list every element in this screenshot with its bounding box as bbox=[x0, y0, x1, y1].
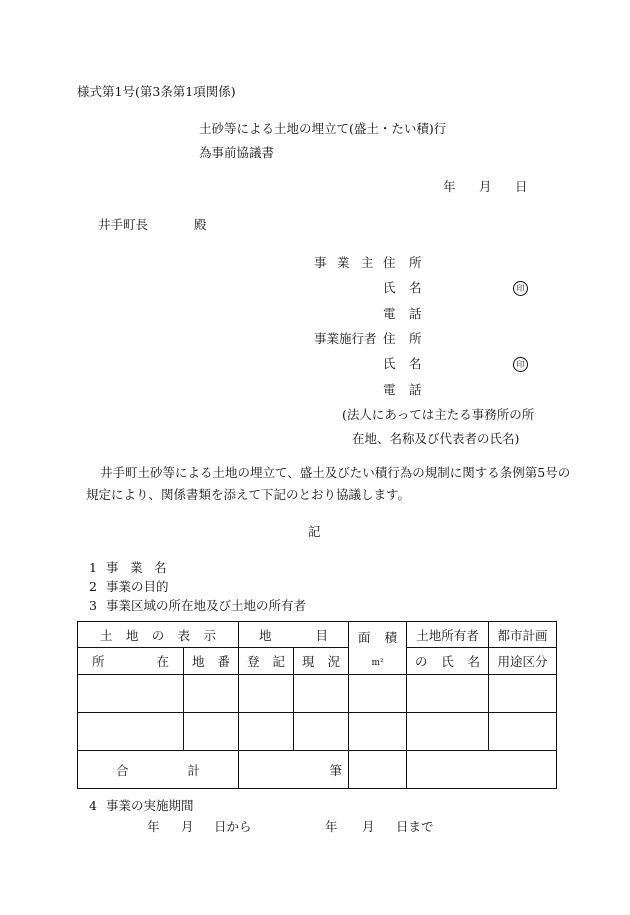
item-number: 4 bbox=[89, 798, 97, 813]
table-row bbox=[78, 675, 557, 713]
header-char: 地 bbox=[125, 627, 139, 643]
contractor-name-label: 名 bbox=[409, 356, 422, 371]
owner-address-label: 所 bbox=[409, 255, 422, 270]
item-label-char: 名 bbox=[154, 560, 167, 575]
header-char: 目 bbox=[315, 627, 329, 643]
title-line-2: 為事前協議書 bbox=[199, 145, 275, 160]
body-line-2: 規定により、関係書類を添えて下記のとおり協議します。 bbox=[86, 487, 411, 502]
owner-phone-label: 話 bbox=[409, 306, 422, 321]
table-cell[interactable] bbox=[239, 713, 294, 751]
corp-note-line-1: (法人にあっては主たる事務所の所 bbox=[342, 407, 535, 422]
table-cell[interactable] bbox=[184, 713, 239, 751]
contractor-label: 事業施行者 bbox=[314, 331, 377, 346]
table-header-row-2 bbox=[78, 648, 557, 675]
item-label-char: 事 bbox=[106, 560, 119, 575]
date-month: 月 bbox=[479, 179, 492, 194]
contractor-address-label: 所 bbox=[409, 331, 422, 346]
seal-icon: 印 bbox=[513, 357, 528, 372]
form-id: 様式第1号(第3条第1項関係) bbox=[77, 84, 236, 99]
period-year-from: 年 bbox=[147, 819, 160, 834]
contractor-phone-label: 電 bbox=[383, 382, 396, 397]
date-day: 日 bbox=[515, 179, 528, 194]
total-label bbox=[78, 751, 239, 789]
owner-label-char: 主 bbox=[361, 255, 374, 270]
table-header-row-1 bbox=[78, 622, 557, 648]
table-cell[interactable] bbox=[184, 675, 239, 713]
body-line-1: 井手町土砂等による土地の埋立て、盛土及びたい積行為の規制に関する条例第5号の bbox=[100, 465, 571, 480]
owner-label-char: 事 bbox=[314, 255, 327, 270]
date-year: 年 bbox=[443, 179, 456, 194]
table-cell[interactable] bbox=[407, 675, 489, 713]
total-char: 合 bbox=[116, 762, 129, 778]
total-lots-cell[interactable] bbox=[239, 751, 349, 789]
item-number: 1 bbox=[89, 560, 97, 575]
header-char: 示 bbox=[203, 627, 217, 643]
period-month-to: 月 bbox=[362, 819, 375, 834]
contractor-name-label: 氏 bbox=[383, 356, 396, 371]
hitsu-label: 筆 bbox=[329, 762, 343, 778]
total-char: 計 bbox=[187, 762, 201, 778]
item-number: 3 bbox=[89, 598, 97, 613]
total-area-cell[interactable] bbox=[349, 751, 407, 789]
table-cell[interactable] bbox=[489, 713, 557, 751]
item-label-char: 業 bbox=[130, 560, 143, 575]
owner-name-label: 名 bbox=[409, 280, 422, 295]
table-cell[interactable] bbox=[349, 675, 407, 713]
header-char: 土 bbox=[100, 627, 113, 643]
table-cell[interactable] bbox=[239, 675, 294, 713]
table-cell[interactable] bbox=[294, 675, 349, 713]
chimoku-header bbox=[239, 622, 349, 648]
city-plan-header-1: 都市計画 bbox=[489, 622, 557, 648]
table-cell[interactable] bbox=[489, 675, 557, 713]
item-number: 2 bbox=[89, 579, 97, 594]
owner-name-label: 氏 bbox=[383, 280, 396, 295]
header-char: の bbox=[415, 654, 428, 669]
owner-header-2 bbox=[407, 648, 489, 675]
total-row bbox=[78, 751, 557, 789]
header-char: 地 bbox=[192, 654, 205, 669]
header-char: 番 bbox=[217, 654, 231, 669]
registry-header bbox=[239, 648, 294, 675]
lot-header bbox=[184, 648, 239, 675]
header-char: 況 bbox=[327, 654, 341, 669]
header-char: 登 bbox=[247, 654, 260, 669]
header-char: 名 bbox=[467, 654, 480, 669]
header-char: 積 bbox=[384, 630, 398, 645]
period-to: 日まで bbox=[396, 819, 434, 834]
header-char: 氏 bbox=[441, 654, 454, 669]
honorific: 殿 bbox=[194, 217, 207, 232]
table-cell[interactable] bbox=[407, 713, 489, 751]
item-label: 事業の目的 bbox=[106, 579, 169, 594]
header-char: 記 bbox=[272, 654, 286, 669]
location-header bbox=[78, 648, 184, 675]
land-table bbox=[77, 621, 557, 789]
header-char: 所 bbox=[92, 654, 105, 669]
header-char: 地 bbox=[259, 627, 272, 643]
owner-label-char: 業 bbox=[337, 255, 350, 270]
item-label: 事業の実施期間 bbox=[106, 798, 194, 813]
period-month-from: 月 bbox=[181, 819, 194, 834]
title-line-1: 土砂等による土地の埋立て(盛土・たい積)行 bbox=[199, 121, 447, 136]
table-cell[interactable] bbox=[294, 713, 349, 751]
item-label: 事業区域の所在地及び土地の所有者 bbox=[106, 598, 307, 613]
city-plan-header-2: 用途区分 bbox=[489, 648, 557, 675]
total-blank-cell[interactable] bbox=[407, 751, 557, 789]
ki-heading: 記 bbox=[308, 524, 321, 539]
header-char: 在 bbox=[156, 654, 169, 669]
header-char: 表 bbox=[177, 627, 191, 643]
table-row bbox=[78, 713, 557, 751]
header-char: 面 bbox=[358, 630, 371, 645]
contractor-address-label: 住 bbox=[383, 331, 396, 346]
period-from: 日から bbox=[214, 819, 252, 834]
addressee: 井手町長 bbox=[98, 217, 149, 232]
owner-header-1: 土地所有者 bbox=[407, 622, 489, 648]
corp-note-line-2: 在地、名称及び代表者の氏名) bbox=[352, 431, 520, 446]
land-display-header bbox=[78, 622, 239, 648]
area-unit: m² bbox=[371, 658, 384, 668]
header-char: 現 bbox=[302, 654, 315, 669]
owner-address-label: 住 bbox=[383, 255, 396, 270]
area-header bbox=[349, 622, 407, 675]
table-cell[interactable] bbox=[78, 675, 184, 713]
table-cell[interactable] bbox=[78, 713, 184, 751]
seal-icon: 印 bbox=[513, 281, 528, 296]
owner-phone-label: 電 bbox=[383, 306, 396, 321]
period-year-to: 年 bbox=[325, 819, 338, 834]
header-char: の bbox=[151, 627, 165, 643]
table-cell[interactable] bbox=[349, 713, 407, 751]
contractor-phone-label: 話 bbox=[409, 382, 422, 397]
current-header bbox=[294, 648, 349, 675]
